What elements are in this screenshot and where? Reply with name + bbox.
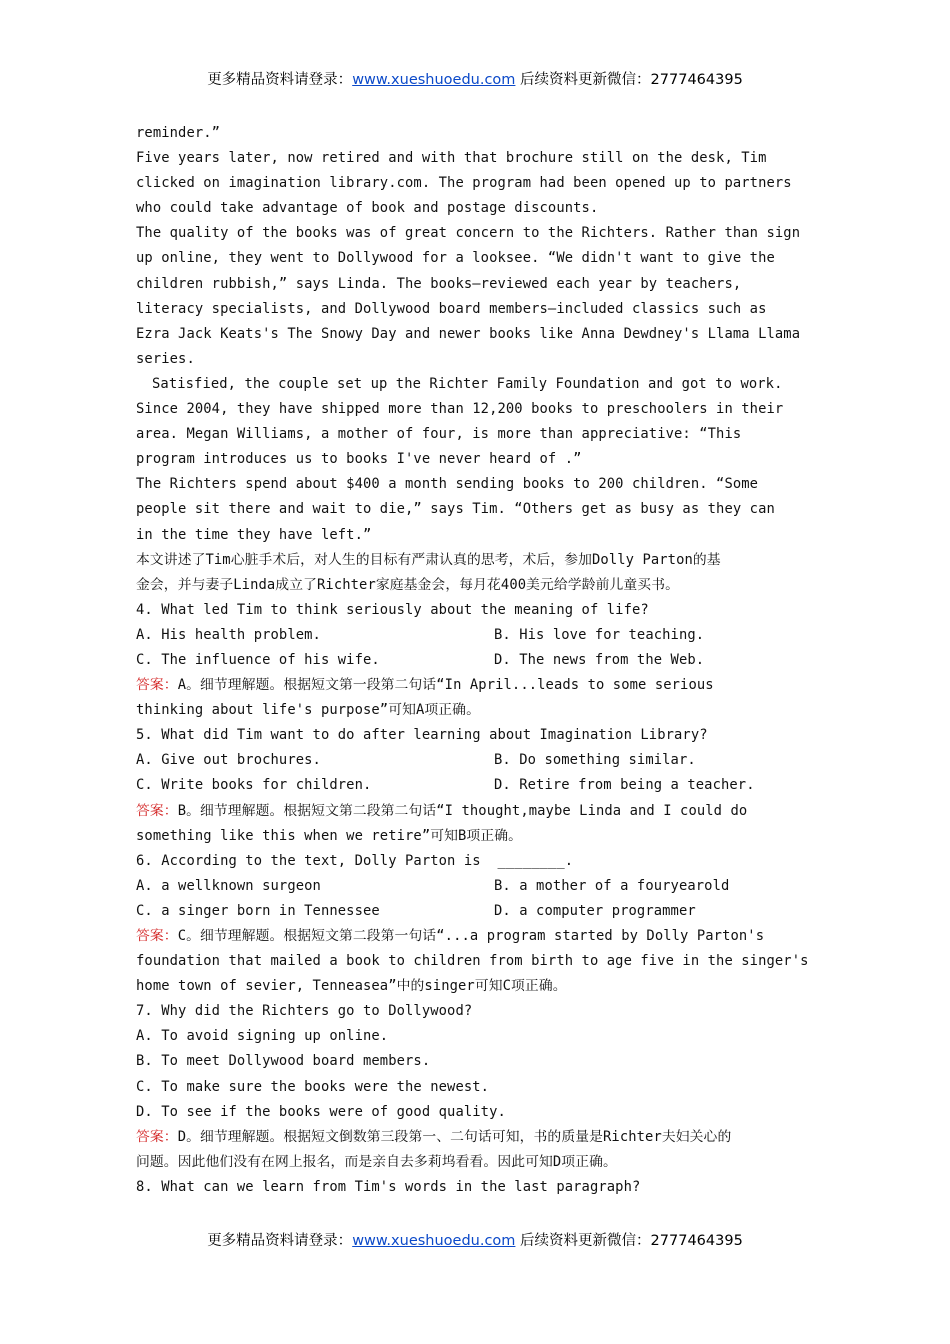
passage-line: who could take advantage of book and postage discounts.	[136, 200, 599, 217]
summary-line: 本文讲述了Tim心脏手术后，对人生的目标有严肃认真的思考，术后，参加Dolly Parton的基	[136, 551, 721, 568]
passage-line: in the time they have left.”	[136, 526, 372, 543]
answer-7	[136, 1125, 826, 1150]
question-5: 5. What did Tim want to do after learning about Imagination Library?	[136, 727, 708, 744]
answer-7-cont: 问题。因此他们没有在网上报名，而是亲自去多莉坞看看。因此可知D项正确。	[136, 1153, 617, 1170]
answer-6	[136, 924, 826, 949]
option-b: B. To meet Dollywood board members.	[136, 1053, 431, 1070]
document-body	[136, 121, 826, 1200]
option-c: C. Write books for children.	[136, 777, 372, 794]
options-row	[136, 899, 826, 924]
option-d: D. To see if the books were of good quality.	[136, 1103, 506, 1120]
options-row	[136, 623, 826, 648]
header-link[interactable]: www.xueshuoedu.com	[352, 72, 516, 88]
passage-line: area. Megan Williams, a mother of four, is more than appreciative: “This	[136, 426, 742, 443]
option-a: A. To avoid signing up online.	[136, 1028, 389, 1045]
passage-line: program introduces us to books I've never heard of .”	[136, 451, 582, 468]
answer-5	[136, 799, 826, 824]
footer-link[interactable]: www.xueshuoedu.com	[352, 1233, 516, 1249]
passage-line: reminder.”	[136, 125, 221, 141]
answer-text: C。细节理解题。根据短文第二段第一句话“...a program started by Dolly Parton's	[177, 928, 765, 944]
passage-line: series.	[136, 350, 195, 367]
option-d: D. The news from the Web.	[494, 651, 705, 668]
answer-4	[136, 673, 826, 698]
passage-line: people sit there and wait to die,” says Tim. “Others get as busy as they can	[136, 501, 775, 518]
options-row	[136, 748, 826, 773]
question-8: 8. What can we learn from Tim's words in the last paragraph?	[136, 1178, 641, 1195]
header-prefix: 更多精品资料请登录：	[207, 72, 353, 88]
options-row	[136, 874, 826, 899]
page-header	[0, 68, 950, 89]
answer-text: B。细节理解题。根据短文第二段第二句话“I thought,maybe Linda and I could do	[177, 802, 748, 819]
answer-5-cont: something like this when we retire”可知B项正确。	[136, 827, 523, 844]
passage-line: literacy specialists, and Dollywood board members—included classics such as	[136, 300, 767, 317]
answer-label: 答案：	[136, 802, 178, 819]
answer-6-cont: foundation that mailed a book to children from birth to age five in the singer's	[136, 953, 809, 970]
answer-label: 答案：	[136, 1128, 178, 1145]
question-7: 7. Why did the Richters go to Dollywood?	[136, 1003, 473, 1020]
question-4: 4. What led Tim to think seriously about the meaning of life?	[136, 601, 649, 618]
option-a: A. a wellknown surgeon	[136, 877, 321, 894]
option-b: B. a mother of a fouryearold	[494, 877, 730, 894]
footer-prefix: 更多精品资料请登录：	[207, 1233, 353, 1249]
option-b: B. His love for teaching.	[494, 626, 705, 643]
passage-line: The quality of the books was of great concern to the Richters. Rather than sign	[136, 225, 801, 242]
passage-line: Since 2004, they have shipped more than 12,200 books to preschoolers in their	[136, 401, 784, 418]
option-c: C. The influence of his wife.	[136, 651, 380, 668]
passage-line: Five years later, now retired and with that brochure still on the desk, Tim	[136, 150, 767, 167]
footer-suffix: 后续资料更新微信：2777464395	[515, 1233, 743, 1249]
answer-label: 答案：	[136, 677, 178, 694]
page-footer	[0, 1229, 950, 1250]
option-a: A. His health problem.	[136, 626, 321, 643]
answer-text: A。细节理解题。根据短文第一段第二句话“In April...leads to some serious	[177, 677, 714, 694]
summary-line: 金会，并与妻子Linda成立了Richter家庭基金会，每月花400美元给学龄前儿童买书。	[136, 576, 680, 593]
answer-6-cont: home town of sevier, Tenneasea”中的singer可知C项正确。	[136, 978, 567, 995]
passage-line: The Richters spend about $400 a month sending books to 200 children. “Some	[136, 476, 759, 493]
options-row	[136, 773, 826, 798]
passage-line: Ezra Jack Keats's The Snowy Day and newer books like Anna Dewdney's Llama Llama	[136, 325, 801, 342]
option-d: D. Retire from being a teacher.	[494, 777, 755, 794]
question-6: 6. According to the text, Dolly Parton is ________.	[136, 852, 574, 869]
passage-line: Satisfied, the couple set up the Richter Family Foundation and got to work.	[152, 375, 783, 392]
option-c: C. To make sure the books were the newest.	[136, 1078, 490, 1095]
option-b: B. Do something similar.	[494, 752, 696, 769]
passage-line: up online, they went to Dollywood for a looksee. “We didn't want to give the	[136, 250, 775, 267]
option-d: D. a computer programmer	[494, 902, 696, 919]
option-a: A. Give out brochures.	[136, 752, 321, 769]
header-suffix: 后续资料更新微信：2777464395	[515, 72, 743, 88]
answer-4-cont: thinking about life's purpose”可知A项正确。	[136, 702, 480, 719]
answer-label: 答案：	[136, 928, 178, 944]
options-row	[136, 648, 826, 673]
passage-line: children rubbish,” says Linda. The books—reviewed each year by teachers,	[136, 275, 742, 292]
passage-line: clicked on imagination library.com. The program had been opened up to partners	[136, 175, 792, 192]
answer-text: D。细节理解题。根据短文倒数第三段第一、二句话可知，书的质量是Richter夫妇关心的	[177, 1128, 732, 1145]
option-c: C. a singer born in Tennessee	[136, 902, 380, 919]
